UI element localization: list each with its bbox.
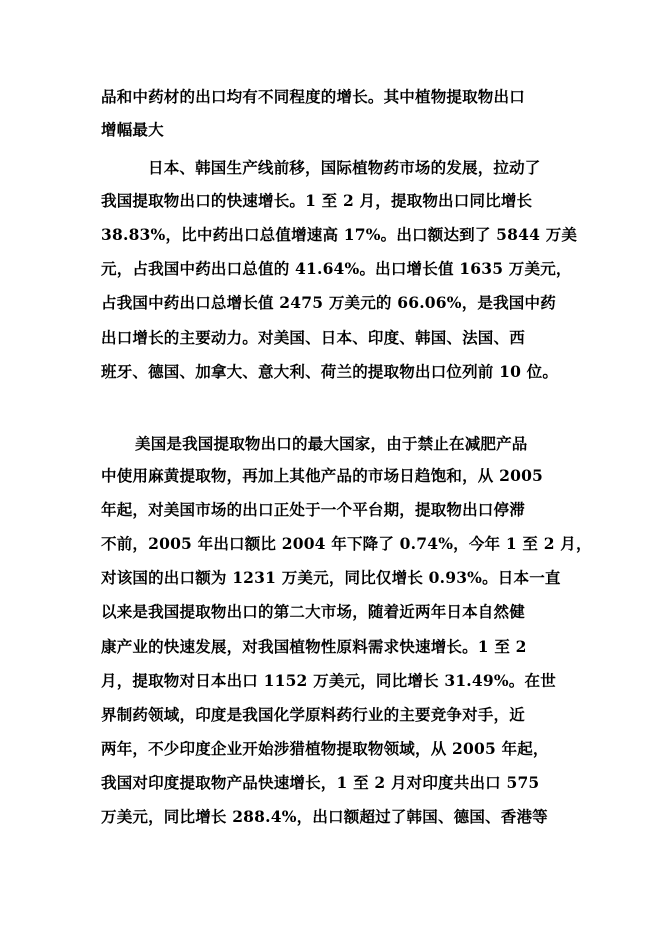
text-line: 占我国中药出口总增长值 2475 万美元的 66.06%，是我国中药 — [101, 293, 556, 312]
text-line: 元，占我国中药出口总值的 41.64%。出口增长值 1635 万美元， — [101, 259, 572, 278]
text-line: 日本、韩国生产线前移，国际植物药市场的发展，拉动了 — [148, 158, 541, 177]
text-line: 界制药领域，印度是我国化学原料药行业的主要竞争对手，近 — [101, 705, 525, 724]
text-line: 对该国的出口额为 1231 万美元，同比仅增长 0.93%。日本一直 — [101, 568, 561, 587]
text-line: 不前，2005 年出口额比 2004 年下降了 0.74%，今年 1 至 2 月， — [101, 534, 592, 553]
text-line: 中使用麻黄提取物，再加上其他产品的市场日趋饱和，从 2005 — [101, 466, 544, 485]
text-line: 以来是我国提取物出口的第二大市场，随着近两年日本自然健 — [101, 602, 525, 621]
text-line: 品和中药材的出口均有不同程度的增长。其中植物提取物出口 — [101, 87, 525, 106]
text-line: 两年，不少印度企业开始涉猎植物提取物领域，从 2005 年起， — [101, 739, 549, 758]
text-line: 我国提取物出口的快速增长。1 至 2 月，提取物出口同比增长 — [101, 191, 533, 210]
text-line: 万美元，同比增长 288.4%，出口额超过了韩国、德国、香港等 — [101, 807, 548, 826]
text-line: 出口增长的主要动力。对美国、日本、印度、韩国、法国、西 — [101, 328, 525, 347]
text-line: 我国对印度提取物产品快速增长，1 至 2 月对印度共出口 575 — [101, 773, 540, 792]
text-line: 康产业的快速发展，对我国植物性原料需求快速增长。1 至 2 — [101, 637, 527, 656]
text-line: 月，提取物对日本出口 1152 万美元，同比增长 31.49%。在世 — [101, 671, 556, 690]
text-line: 年起，对美国市场的出口正处于一个平台期，提取物出口停滞 — [101, 500, 525, 519]
text-line: 增幅最大 — [101, 120, 164, 139]
text-line: 美国是我国提取物出口的最大国家，由于禁止在减肥产品 — [135, 434, 528, 453]
text-line: 班牙、德国、加拿大、意大利、荷兰的提取物出口位列前 10 位。 — [101, 362, 559, 381]
text-line: 38.83%，比中药出口总值增速高 17%。出口额达到了 5844 万美 — [101, 225, 578, 244]
